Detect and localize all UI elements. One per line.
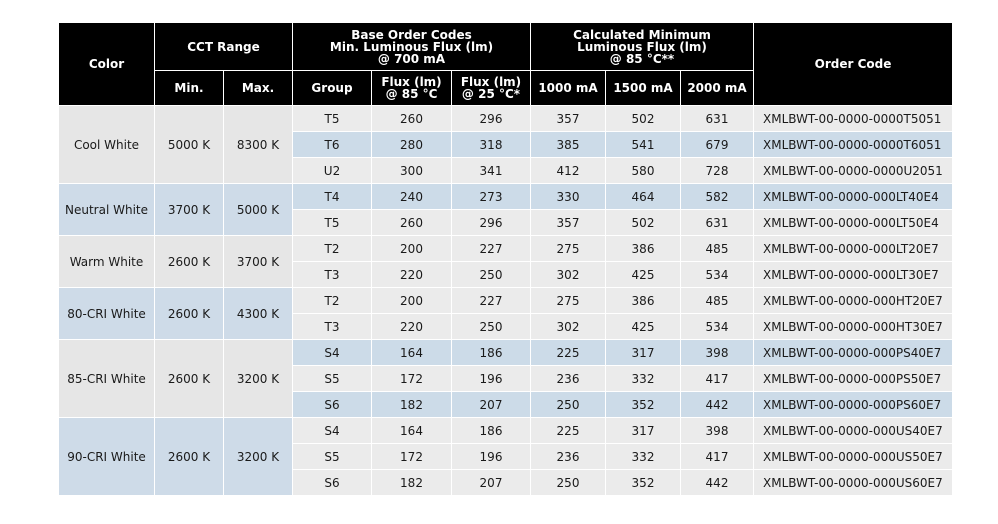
flux-2000ma-cell: 417 <box>681 444 754 470</box>
order-code-cell: XMLBWT-00-0000-000PS40E7 <box>754 340 953 366</box>
flux-25-cell: 196 <box>452 444 531 470</box>
order-code-table <box>58 22 953 496</box>
order-code-cell: XMLBWT-00-0000-000US40E7 <box>754 418 953 444</box>
flux-1500ma-cell: 317 <box>606 340 681 366</box>
flux-1000ma-cell: 302 <box>531 262 606 288</box>
flux-1500ma-cell: 352 <box>606 392 681 418</box>
flux-85-cell: 280 <box>372 132 452 158</box>
table-row <box>59 106 953 132</box>
flux-1000ma-cell: 330 <box>531 184 606 210</box>
header-base-order-line2: Min. Luminous Flux (lm) <box>329 39 494 54</box>
order-code-cell: XMLBWT-00-0000-000LT50E4 <box>754 210 953 236</box>
flux-25-cell: 296 <box>452 106 531 132</box>
flux-1000ma-cell: 225 <box>531 340 606 366</box>
cct-min-cell: 2600 K <box>155 340 224 418</box>
flux-1500ma-cell: 352 <box>606 470 681 496</box>
flux-1500ma-cell: 502 <box>606 106 681 132</box>
flux-1000ma-cell: 236 <box>531 366 606 392</box>
header-color: Color <box>59 23 155 106</box>
flux-2000ma-cell: 398 <box>681 340 754 366</box>
group-cell: T2 <box>293 236 372 262</box>
flux-2000ma-cell: 442 <box>681 392 754 418</box>
flux-85-cell: 300 <box>372 158 452 184</box>
table-row <box>59 184 953 210</box>
group-cell: S5 <box>293 366 372 392</box>
header-1500ma: 1500 mA <box>606 71 681 106</box>
flux-25-cell: 227 <box>452 288 531 314</box>
header-calc-line2: Luminous Flux (lm) <box>577 39 707 54</box>
cct-min-cell: 5000 K <box>155 106 224 184</box>
header-base-order-codes <box>293 23 531 71</box>
group-cell: S6 <box>293 470 372 496</box>
cct-max-cell: 5000 K <box>224 184 293 236</box>
group-cell: T6 <box>293 132 372 158</box>
flux-2000ma-cell: 398 <box>681 418 754 444</box>
flux-25-cell: 186 <box>452 340 531 366</box>
cct-max-cell: 3700 K <box>224 236 293 288</box>
flux-25-cell: 186 <box>452 418 531 444</box>
flux-1000ma-cell: 236 <box>531 444 606 470</box>
flux-85-cell: 260 <box>372 106 452 132</box>
flux-1500ma-cell: 332 <box>606 366 681 392</box>
flux-1500ma-cell: 317 <box>606 418 681 444</box>
order-code-cell: XMLBWT-00-0000-0000T6051 <box>754 132 953 158</box>
flux-85-cell: 200 <box>372 236 452 262</box>
header-calculated-minimum <box>531 23 754 71</box>
flux-1000ma-cell: 412 <box>531 158 606 184</box>
color-cell: Neutral White <box>59 184 155 236</box>
flux-85-cell: 182 <box>372 470 452 496</box>
header-flux-25-line1: Flux (lm) <box>460 75 522 89</box>
flux-1000ma-cell: 275 <box>531 236 606 262</box>
flux-1000ma-cell: 302 <box>531 314 606 340</box>
flux-85-cell: 240 <box>372 184 452 210</box>
flux-1500ma-cell: 386 <box>606 288 681 314</box>
order-code-cell: XMLBWT-00-0000-000LT30E7 <box>754 262 953 288</box>
flux-25-cell: 250 <box>452 262 531 288</box>
group-cell: S6 <box>293 392 372 418</box>
flux-1500ma-cell: 541 <box>606 132 681 158</box>
product-table-container <box>58 22 952 496</box>
order-code-cell: XMLBWT-00-0000-000US50E7 <box>754 444 953 470</box>
header-max: Max. <box>224 71 293 106</box>
flux-2000ma-cell: 485 <box>681 236 754 262</box>
group-cell: T3 <box>293 262 372 288</box>
header-flux-85 <box>372 71 452 106</box>
cct-min-cell: 2600 K <box>155 288 224 340</box>
flux-2000ma-cell: 534 <box>681 314 754 340</box>
header-cct-range: CCT Range <box>155 23 293 71</box>
flux-25-cell: 273 <box>452 184 531 210</box>
color-cell: 80-CRI White <box>59 288 155 340</box>
flux-85-cell: 172 <box>372 444 452 470</box>
flux-2000ma-cell: 728 <box>681 158 754 184</box>
header-min: Min. <box>155 71 224 106</box>
flux-85-cell: 200 <box>372 288 452 314</box>
flux-25-cell: 296 <box>452 210 531 236</box>
color-cell: Warm White <box>59 236 155 288</box>
flux-85-cell: 172 <box>372 366 452 392</box>
flux-2000ma-cell: 417 <box>681 366 754 392</box>
order-code-cell: XMLBWT-00-0000-000PS50E7 <box>754 366 953 392</box>
group-cell: S5 <box>293 444 372 470</box>
group-cell: U2 <box>293 158 372 184</box>
flux-25-cell: 250 <box>452 314 531 340</box>
table-row <box>59 340 953 366</box>
flux-2000ma-cell: 534 <box>681 262 754 288</box>
group-cell: T5 <box>293 106 372 132</box>
order-code-cell: XMLBWT-00-0000-0000U2051 <box>754 158 953 184</box>
order-code-cell: XMLBWT-00-0000-000US60E7 <box>754 470 953 496</box>
flux-85-cell: 164 <box>372 340 452 366</box>
header-group: Group <box>293 71 372 106</box>
flux-1500ma-cell: 425 <box>606 262 681 288</box>
flux-2000ma-cell: 582 <box>681 184 754 210</box>
cct-min-cell: 2600 K <box>155 236 224 288</box>
flux-85-cell: 260 <box>372 210 452 236</box>
cct-max-cell: 4300 K <box>224 288 293 340</box>
flux-85-cell: 164 <box>372 418 452 444</box>
order-code-cell: XMLBWT-00-0000-000LT20E7 <box>754 236 953 262</box>
header-flux-25-line2: @ 25 °C* <box>461 87 521 101</box>
order-code-cell: XMLBWT-00-0000-000PS60E7 <box>754 392 953 418</box>
header-flux-85-line1: Flux (lm) <box>381 75 442 89</box>
header-calc-line3: @ 85 °C** <box>609 51 675 66</box>
flux-1500ma-cell: 502 <box>606 210 681 236</box>
group-cell: T3 <box>293 314 372 340</box>
header-1000ma: 1000 mA <box>531 71 606 106</box>
group-cell: T5 <box>293 210 372 236</box>
cct-min-cell: 3700 K <box>155 184 224 236</box>
header-calc-line1: Calculated Minimum <box>573 27 711 42</box>
group-cell: T2 <box>293 288 372 314</box>
flux-1000ma-cell: 250 <box>531 392 606 418</box>
flux-1500ma-cell: 464 <box>606 184 681 210</box>
order-code-cell: XMLBWT-00-0000-000LT40E4 <box>754 184 953 210</box>
header-2000ma: 2000 mA <box>681 71 754 106</box>
flux-25-cell: 207 <box>452 470 531 496</box>
header-flux-25 <box>452 71 531 106</box>
flux-85-cell: 220 <box>372 314 452 340</box>
header-base-order-line1: Base Order Codes <box>351 27 472 42</box>
color-cell: Cool White <box>59 106 155 184</box>
flux-25-cell: 207 <box>452 392 531 418</box>
group-cell: S4 <box>293 340 372 366</box>
table-body <box>59 106 953 496</box>
order-code-cell: XMLBWT-00-0000-000HT30E7 <box>754 314 953 340</box>
order-code-cell: XMLBWT-00-0000-000HT20E7 <box>754 288 953 314</box>
flux-25-cell: 341 <box>452 158 531 184</box>
flux-1500ma-cell: 425 <box>606 314 681 340</box>
flux-1000ma-cell: 225 <box>531 418 606 444</box>
flux-25-cell: 318 <box>452 132 531 158</box>
flux-1000ma-cell: 357 <box>531 106 606 132</box>
flux-2000ma-cell: 442 <box>681 470 754 496</box>
table-row <box>59 236 953 262</box>
cct-max-cell: 3200 K <box>224 340 293 418</box>
color-cell: 85-CRI White <box>59 340 155 418</box>
flux-25-cell: 227 <box>452 236 531 262</box>
cct-min-cell: 2600 K <box>155 418 224 496</box>
group-cell: T4 <box>293 184 372 210</box>
cct-max-cell: 8300 K <box>224 106 293 184</box>
flux-25-cell: 196 <box>452 366 531 392</box>
flux-1500ma-cell: 386 <box>606 236 681 262</box>
flux-2000ma-cell: 485 <box>681 288 754 314</box>
table-row <box>59 288 953 314</box>
cct-max-cell: 3200 K <box>224 418 293 496</box>
table-row <box>59 418 953 444</box>
flux-2000ma-cell: 679 <box>681 132 754 158</box>
flux-1500ma-cell: 580 <box>606 158 681 184</box>
color-cell: 90-CRI White <box>59 418 155 496</box>
group-cell: S4 <box>293 418 372 444</box>
header-base-order-line3: @ 700 mA <box>377 51 446 66</box>
flux-1000ma-cell: 250 <box>531 470 606 496</box>
flux-2000ma-cell: 631 <box>681 106 754 132</box>
flux-1500ma-cell: 332 <box>606 444 681 470</box>
header-order-code: Order Code <box>754 23 953 106</box>
flux-85-cell: 220 <box>372 262 452 288</box>
flux-1000ma-cell: 385 <box>531 132 606 158</box>
flux-1000ma-cell: 275 <box>531 288 606 314</box>
flux-1000ma-cell: 357 <box>531 210 606 236</box>
header-flux-85-line2: @ 85 °C <box>385 87 438 101</box>
flux-85-cell: 182 <box>372 392 452 418</box>
flux-2000ma-cell: 631 <box>681 210 754 236</box>
order-code-cell: XMLBWT-00-0000-0000T5051 <box>754 106 953 132</box>
